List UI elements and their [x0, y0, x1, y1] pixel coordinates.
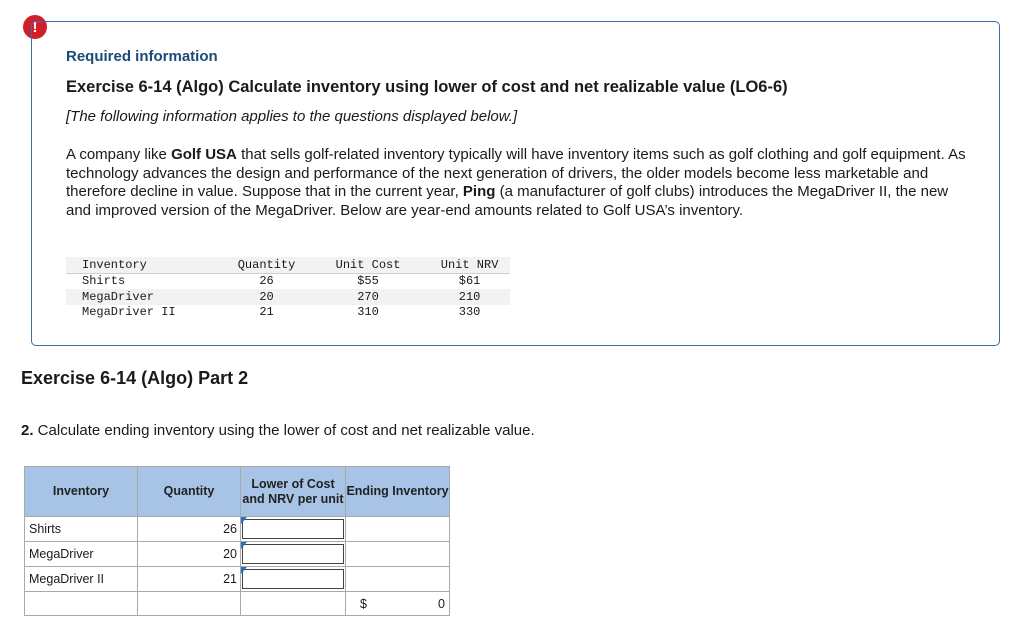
answer-table [24, 466, 450, 616]
ending-inventory-cell [346, 517, 450, 542]
column-header-quantity: Quantity [210, 257, 307, 273]
lcnrv-input-shirts[interactable] [242, 519, 344, 539]
column-header-lcnrv: Lower of Cost and NRV per unit [241, 467, 346, 517]
column-header-inventory: Inventory [25, 467, 138, 517]
problem-description: A company like Golf USA that sells golf-related inventory typically will have inventory items such as golf clothing and golf equipment. As technology advances the design and performance of the next generation of drivers, the older models become less marketable and therefore decline in value. Suppose that in the current year, Ping (a manufacturer of golf clubs) introduces the MegaDriver II, the new and improved version of the MegaDriver. Below are year-end amounts related to Golf USA’s inventory. [66, 146, 966, 219]
lcnrv-input-megadriver-ii[interactable] [242, 569, 344, 589]
table-row: MegaDriver II 21 310 330 [82, 305, 481, 320]
table-row: MegaDriver II 21 [25, 567, 450, 592]
input-flag-icon [241, 567, 247, 574]
column-header-unit-cost: Unit Cost [307, 257, 413, 273]
column-header-unit-nrv: Unit NRV [413, 257, 510, 273]
column-header-ending-inventory: Ending Inventory [346, 467, 450, 517]
table-row: Shirts 26 $55 $61 [82, 274, 481, 289]
dollar-sign: $ [360, 596, 367, 611]
exercise-note: [The following information applies to the questions displayed below.] [66, 108, 518, 125]
input-flag-icon [241, 542, 247, 549]
input-flag-icon [241, 517, 247, 524]
table-row: MegaDriver 20 [25, 542, 450, 567]
required-info-label: Required information [66, 48, 218, 65]
total-row [25, 592, 450, 616]
ending-inventory-cell [346, 542, 450, 567]
manufacturer-name: Ping [462, 183, 496, 200]
lcnrv-input-megadriver[interactable] [242, 544, 344, 564]
ending-inventory-cell [346, 567, 450, 592]
question-text: 2. Calculate ending inventory using the lower of cost and net realizable value. [21, 422, 535, 439]
table-row: Shirts 26 [25, 517, 450, 542]
company-name: Golf USA [171, 146, 237, 163]
exercise-title: Exercise 6-14 (Algo) Calculate inventory using lower of cost and net realizable value (LO6-6) [66, 78, 788, 96]
column-header-inventory: Inventory [66, 257, 210, 273]
part-title: Exercise 6-14 (Algo) Part 2 [21, 368, 249, 388]
alert-icon: ! [23, 15, 47, 39]
table-row: MegaDriver 20 270 210 [66, 289, 510, 305]
inventory-data-table [66, 257, 510, 320]
column-header-quantity: Quantity [138, 467, 241, 517]
total-ending-inventory: 0 [438, 596, 445, 611]
